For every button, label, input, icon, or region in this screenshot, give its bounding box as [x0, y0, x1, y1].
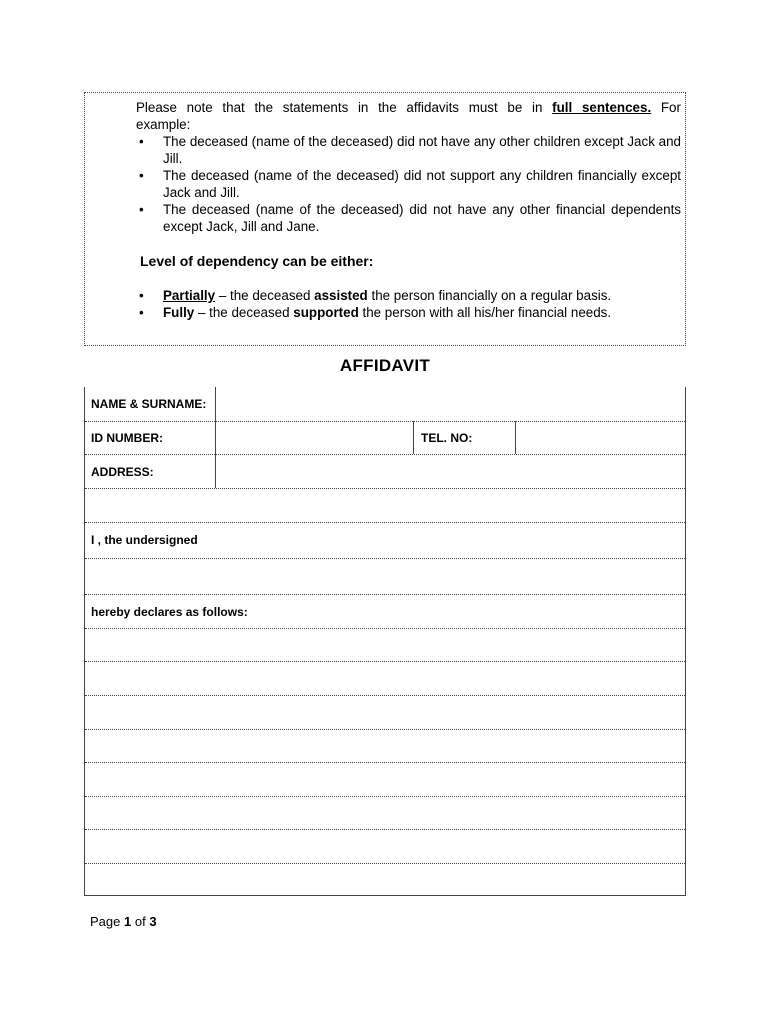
page-footer: [90, 914, 157, 929]
example-text: The deceased (name of the deceased) did not have any other children except Jack and Jill.: [163, 134, 681, 166]
example-text: The deceased (name of the deceased) did not have any other financial dependents except Jack, Jill and Jane.: [163, 202, 681, 234]
level-text: – the deceased: [215, 288, 315, 303]
level-text: the person financially on a regular basis.: [367, 288, 612, 303]
declaration-lines-field[interactable]: [85, 629, 686, 895]
bullet-icon: •: [139, 305, 144, 320]
page-number: 1: [124, 914, 132, 929]
address-line-2-field[interactable]: [85, 489, 686, 522]
bullet-icon: •: [139, 202, 144, 217]
level-of-dependency-heading: Level of dependency can be either:: [140, 253, 374, 269]
page-total: 3: [149, 914, 157, 929]
tel-no-label: TEL. NO:: [421, 431, 473, 445]
intro-text: Please note that the statements in the affidavits must be in: [136, 100, 543, 115]
example-item: [136, 133, 681, 167]
address-label: ADDRESS:: [91, 465, 154, 479]
example-item: [136, 201, 681, 235]
level-text: – the deceased: [194, 305, 294, 320]
instructions-text: [136, 99, 681, 321]
level-term: Partially: [163, 288, 216, 303]
level-text: the person with all his/her financial needs.: [358, 305, 612, 320]
id-number-label: ID NUMBER:: [91, 431, 163, 445]
form-row-divider: [85, 594, 685, 595]
undersigned-name-field[interactable]: [85, 559, 686, 594]
example-list: [136, 133, 681, 235]
name-surname-label: NAME & SURNAME:: [91, 397, 207, 411]
tel-no-field[interactable]: [516, 422, 686, 454]
name-surname-field[interactable]: [216, 387, 686, 421]
intro-for-text: For: [660, 100, 681, 115]
dependency-level-fully: [136, 304, 681, 321]
affidavit-form: [84, 387, 686, 896]
bullet-icon: •: [139, 288, 144, 303]
address-field[interactable]: [216, 455, 686, 488]
form-row-divider: [85, 522, 685, 523]
bullet-icon: •: [139, 134, 144, 149]
bullet-icon: •: [139, 168, 144, 183]
full-sentences-emphasis: full sentences.: [552, 100, 652, 115]
tel-column-divider: [413, 421, 414, 454]
level-key: supported: [293, 305, 359, 320]
intro-example-label: example:: [136, 117, 191, 132]
dependency-level-partially: [136, 287, 681, 304]
instructions-note-box: [84, 92, 686, 346]
undersigned-label: I , the undersigned: [91, 533, 198, 547]
id-number-field[interactable]: [216, 422, 413, 454]
declares-label: hereby declares as follows:: [91, 605, 248, 619]
example-text: The deceased (name of the deceased) did not support any children financially except Jack and Jill.: [163, 168, 681, 200]
page-word: Page: [90, 914, 121, 929]
affidavit-title: AFFIDAVIT: [339, 356, 431, 375]
level-term: Fully: [163, 305, 195, 320]
of-word: of: [134, 914, 146, 929]
example-item: [136, 167, 681, 201]
intro-line: [136, 99, 681, 116]
level-key: assisted: [314, 288, 368, 303]
dependency-level-list: [136, 287, 681, 321]
